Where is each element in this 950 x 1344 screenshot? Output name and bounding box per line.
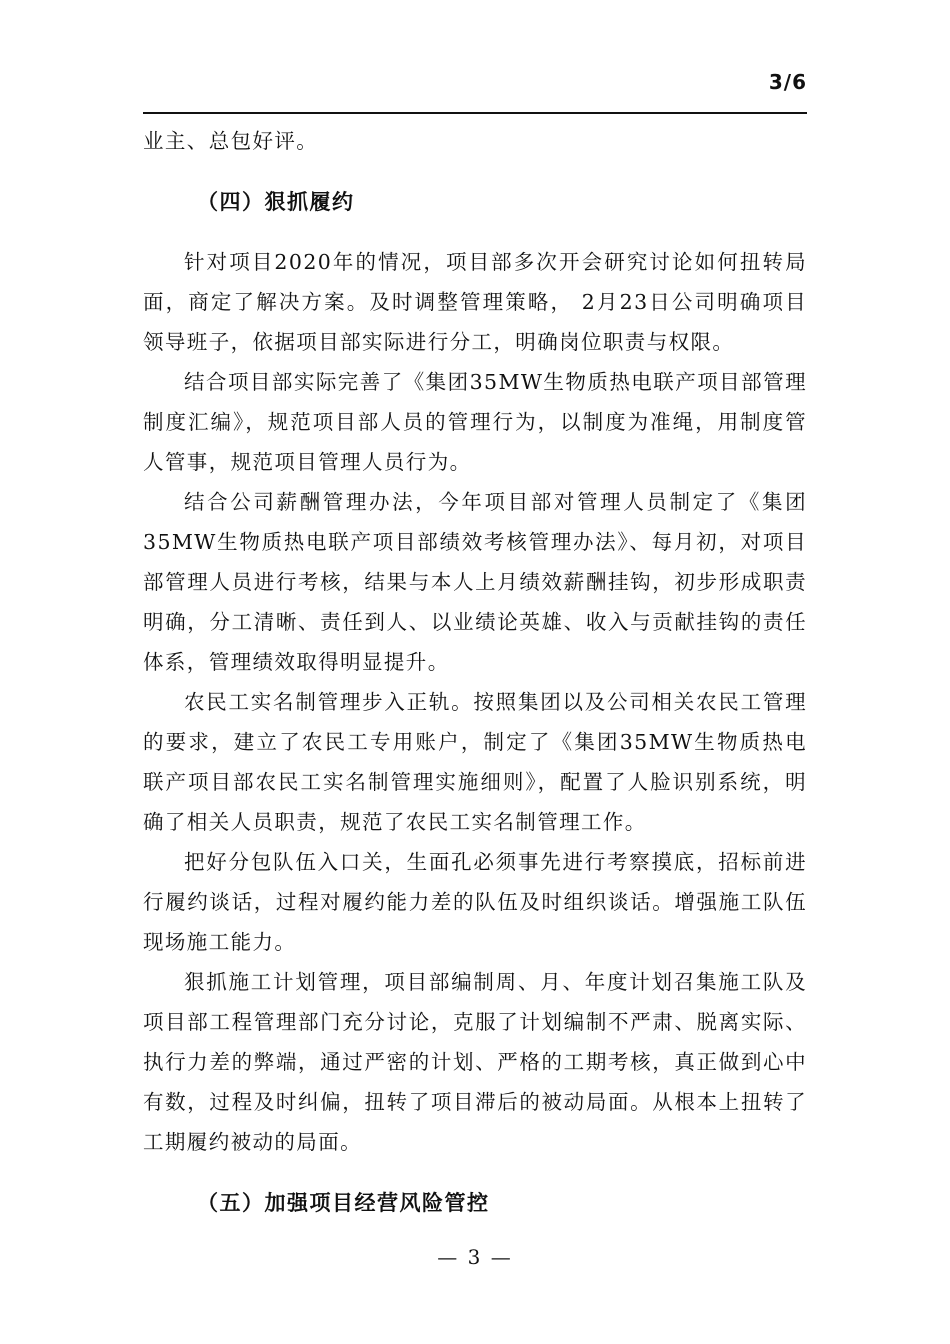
section-heading-4: （四）狠抓履约 <box>197 190 355 214</box>
paragraph: 农民工实名制管理步入正轨。按照集团以及公司相关农民工管理的要求，建立了农民工专用账户，制定了《集团35MW生物质热电联产项目部农民工实名制管理实施细则》，配置了人脸识别系统，明确了相关人员职责，规范了农民工实名制管理工作。 <box>143 690 807 834</box>
paragraph: 结合公司薪酬管理办法，今年项目部对管理人员制定了《集团35MW生物质热电联产项目部绩效考核管理办法》、每月初，对项目部管理人员进行考核，结果与本人上月绩效薪酬挂钩，初步形成职责明确，分工清晰、责任到人、以业绩论英雄、收入与贡献挂钩的责任体系，管理绩效取得明显提升。 <box>143 490 807 674</box>
paragraph-continuation: 业主、总包好评。 <box>143 129 319 153</box>
page-number-footer: — 3 — <box>437 1245 513 1269</box>
section-heading-5: （五）加强项目经营风险管控 <box>197 1191 490 1215</box>
header-rule <box>143 112 807 114</box>
paragraph: 把好分包队伍入口关，生面孔必须事先进行考察摸底，招标前进行履约谈话，过程对履约能力差的队伍及时组织谈话。增强施工队伍现场施工能力。 <box>143 850 807 954</box>
page-indicator: 3/6 <box>768 70 807 94</box>
document-body <box>143 121 807 1223</box>
paragraph: 针对项目2020年的情况，项目部多次开会研究讨论如何扭转局面，商定了解决方案。及时调整管理策略， 2月23日公司明确项目领导班子，依据项目部实际进行分工，明确岗位职责与权限。 <box>143 250 807 354</box>
paragraph: 狠抓施工计划管理，项目部编制周、月、年度计划召集施工队及项目部工程管理部门充分讨论，克服了计划编制不严肃、脱离实际、执行力差的弊端，通过严密的计划、严格的工期考核，真正做到心中有数，过程及时纠偏，扭转了项目滞后的被动局面。从根本上扭转了工期履约被动的局面。 <box>143 970 807 1154</box>
paragraph: 结合项目部实际完善了《集团35MW生物质热电联产项目部管理制度汇编》，规范项目部人员的管理行为，以制度为准绳，用制度管人管事，规范项目管理人员行为。 <box>143 370 807 474</box>
